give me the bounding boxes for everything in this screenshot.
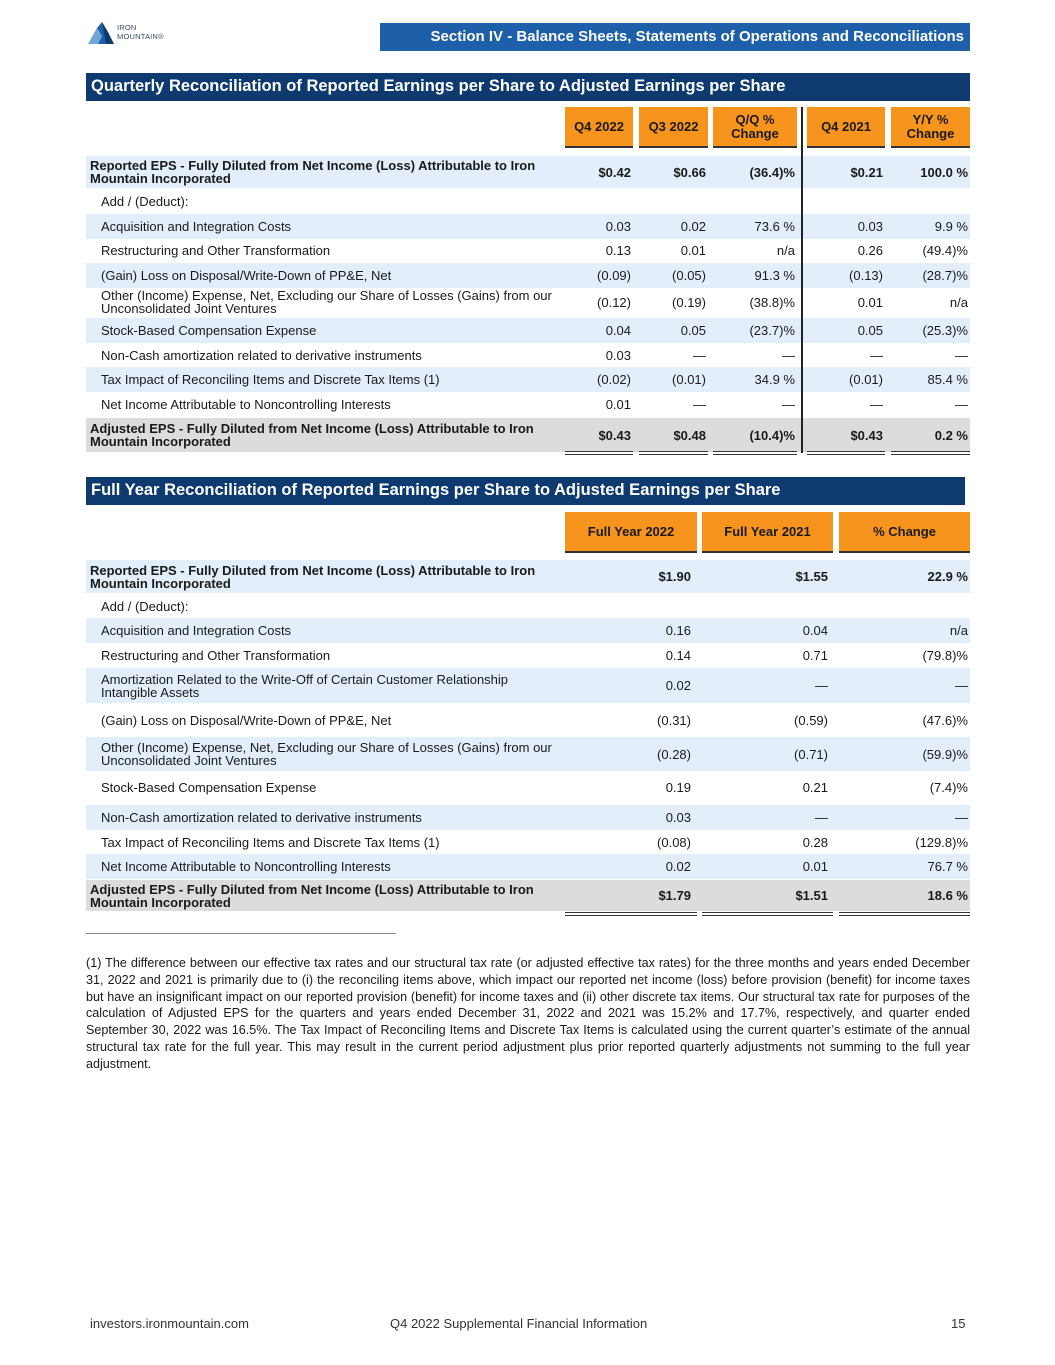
row-value: (49.4)% <box>922 243 968 258</box>
row-value: 0.01 <box>857 294 883 310</box>
row-value: — <box>955 348 968 363</box>
row-value: (0.02) <box>597 372 631 387</box>
row-value: (25.3)% <box>922 323 968 338</box>
q-col-header-yy-change: Y/Y % Change <box>891 107 970 148</box>
row-label: (Gain) Loss on Disposal/Write-Down of PP&E, Net <box>101 712 392 728</box>
row-value: 0.26 <box>857 243 883 258</box>
row-value: (59.9)% <box>922 746 968 762</box>
row-value: (23.7)% <box>749 323 795 338</box>
double-underline <box>839 912 970 916</box>
row-label: Restructuring and Other Transformation <box>101 648 331 663</box>
row-value: — <box>815 810 828 825</box>
row-value: 0.04 <box>802 623 828 638</box>
double-underline <box>891 451 970 455</box>
quarterly-row <box>86 263 970 288</box>
row-value: (0.13) <box>849 268 883 283</box>
row-value: (0.19) <box>672 294 706 310</box>
fy-col-header-change: % Change <box>839 512 970 553</box>
row-value: $0.66 <box>673 164 706 180</box>
q-column-divider <box>801 107 803 453</box>
quarterly-row <box>86 367 970 392</box>
section-banner: Section IV - Balance Sheets, Statements of Operations and Reconciliations <box>380 23 970 51</box>
row-value: (0.08) <box>657 834 691 850</box>
row-value: (0.59) <box>794 712 828 728</box>
row-value: n/a <box>949 294 968 310</box>
full_year-row <box>86 560 970 593</box>
row-value: 0.01 <box>605 397 631 412</box>
full_year-row <box>86 830 970 854</box>
row-value: 0.13 <box>605 243 631 258</box>
row-label: Acquisition and Integration Costs <box>101 623 292 638</box>
row-value: 0.28 <box>802 834 828 850</box>
row-value: 0.05 <box>680 323 706 338</box>
row-label: Add / (Deduct): <box>101 194 189 209</box>
row-label: Other (Income) Expense, Net, Excluding our Share of Losses (Gains) from our Unconsolidated Joint Ventures <box>101 288 552 316</box>
footer-website: investors.ironmountain.com <box>90 1316 249 1331</box>
row-value: (28.7)% <box>922 268 968 283</box>
row-value: — <box>693 397 706 412</box>
row-value: 91.3 % <box>754 268 795 283</box>
row-label: Reported EPS - Fully Diluted from Net Income (Loss) Attributable to Iron Mountain Incorporated <box>90 158 536 186</box>
row-value: 0.03 <box>857 219 883 234</box>
footnote: (1) The difference between our effective tax rates and our structural tax rate (or adjusted effective tax rates) for the three months and years ended December 31, 2022 and 2021 is primarily due to (i) the reconciling items above, which impact our reported net income (loss) before provision (benefit) for income taxes but have an insignificant impact on our reported provision (benefit) for income taxes and (ii) other discrete tax items. Our structural tax rate for purposes of the calculation of Adjusted EPS for the quarters and years ended December 31, 2022 and 2021 was 15.2% and 17.7%, respectively, and quarter ended September 30, 2022 was 16.5%. The Tax Impact of Reconciling Items and Discrete Tax Items is calculated using the current quarter’s estimate of the annual structural tax rate for the full year. This may result in the current period adjustment plus prior reported quarterly adjustments not summing to the full year adjustment. <box>86 956 970 1071</box>
fy-col-header-2022: Full Year 2022 <box>565 512 697 553</box>
full_year-row <box>86 594 970 619</box>
row-value: 0.02 <box>665 859 691 874</box>
row-label: Tax Impact of Reconciling Items and Discrete Tax Items (1) <box>101 834 440 850</box>
row-value: 0.02 <box>665 678 691 693</box>
double-underline <box>702 912 833 916</box>
row-value: n/a <box>776 243 795 258</box>
row-value: 0.14 <box>665 648 691 663</box>
row-label: Other (Income) Expense, Net, Excluding our Share of Losses (Gains) from our Unconsolidated Joint Ventures <box>101 740 552 768</box>
footer-page-number: 15 <box>951 1316 966 1331</box>
row-value: 0.16 <box>665 623 691 638</box>
row-value: (79.8)% <box>922 648 968 663</box>
row-value: $0.43 <box>850 427 883 443</box>
q-col-header-qq-change: Q/Q % Change <box>713 107 797 148</box>
row-value: 0.04 <box>605 323 631 338</box>
full_year-row <box>86 668 970 703</box>
quarterly-row <box>86 214 970 239</box>
row-value: 0.01 <box>802 859 828 874</box>
row-value: — <box>955 397 968 412</box>
q-col-header-q3-2022: Q3 2022 <box>639 107 708 148</box>
row-value: 100.0 % <box>920 164 968 180</box>
row-value: (0.31) <box>657 712 691 728</box>
row-label: Stock-Based Compensation Expense <box>101 780 317 795</box>
row-value: 0.03 <box>605 219 631 234</box>
row-value: (0.05) <box>672 268 706 283</box>
row-value: — <box>955 678 968 693</box>
row-value: — <box>782 397 795 412</box>
row-label: (Gain) Loss on Disposal/Write-Down of PP&E, Net <box>101 268 392 283</box>
row-value: $0.42 <box>598 164 631 180</box>
row-value: 0.2 % <box>934 427 968 443</box>
row-value: (0.01) <box>849 372 883 387</box>
row-value: 0.03 <box>665 810 691 825</box>
row-value: — <box>693 348 706 363</box>
row-value: 76.7 % <box>927 859 968 874</box>
row-value: 0.71 <box>802 648 828 663</box>
full_year-row <box>86 643 970 668</box>
row-value: $1.51 <box>795 888 828 903</box>
double-underline <box>713 451 797 455</box>
row-value: (129.8)% <box>915 834 968 850</box>
row-value: $1.55 <box>795 569 828 584</box>
quarterly-row <box>86 418 970 452</box>
row-value: 9.9 % <box>934 219 968 234</box>
row-value: 34.9 % <box>754 372 795 387</box>
row-value: 0.05 <box>857 323 883 338</box>
double-underline <box>565 451 633 455</box>
row-value: (38.8)% <box>749 294 795 310</box>
row-label: Adjusted EPS - Fully Diluted from Net Income (Loss) Attributable to Iron Mountain Incorporated <box>90 881 534 910</box>
footnote-separator <box>86 933 396 934</box>
row-value: (0.01) <box>672 372 706 387</box>
double-underline <box>807 451 885 455</box>
row-value: — <box>955 810 968 825</box>
full_year-row <box>86 704 970 736</box>
row-value: (0.71) <box>794 746 828 762</box>
row-value: $1.90 <box>658 569 691 584</box>
quarterly-row <box>86 343 970 368</box>
row-value: — <box>782 348 795 363</box>
row-value: 22.9 % <box>927 569 968 584</box>
full_year-row <box>86 771 970 804</box>
row-label: Amortization Related to the Write-Off of Certain Customer Relationship Intangible Assets <box>101 671 509 700</box>
row-value: (0.09) <box>597 268 631 283</box>
row-value: (10.4)% <box>749 427 795 443</box>
row-value: (0.28) <box>657 746 691 762</box>
q-col-header-q4-2022: Q4 2022 <box>565 107 633 148</box>
row-label: Tax Impact of Reconciling Items and Discrete Tax Items (1) <box>101 372 440 387</box>
row-value: $0.48 <box>673 427 706 443</box>
row-value: (0.12) <box>597 294 631 310</box>
row-label: Stock-Based Compensation Expense <box>101 323 317 338</box>
logo-wordmark: IRON MOUNTAIN® <box>117 23 164 41</box>
row-value: 0.01 <box>680 243 706 258</box>
row-value: — <box>815 678 828 693</box>
full_year-row <box>86 854 970 879</box>
row-value: — <box>870 348 883 363</box>
row-value: 0.03 <box>605 348 631 363</box>
quarterly-table-title: Quarterly Reconciliation of Reported Earnings per Share to Adjusted Earnings per Share <box>86 73 970 101</box>
row-value: n/a <box>949 623 968 638</box>
double-underline <box>639 451 708 455</box>
row-label: Reported EPS - Fully Diluted from Net Income (Loss) Attributable to Iron Mountain Incorporated <box>90 562 536 591</box>
row-value: 73.6 % <box>754 219 795 234</box>
quarterly-row <box>86 238 970 263</box>
row-value: — <box>870 397 883 412</box>
row-label: Non-Cash amortization related to derivative instruments <box>101 810 422 825</box>
full-year-table-title: Full Year Reconciliation of Reported Earnings per Share to Adjusted Earnings per Share <box>86 477 965 505</box>
row-value: 0.19 <box>665 780 691 795</box>
row-value: $0.21 <box>850 164 883 180</box>
row-value: $1.79 <box>658 888 691 903</box>
fy-col-header-2021: Full Year 2021 <box>702 512 833 553</box>
row-value: 0.02 <box>680 219 706 234</box>
row-value: (47.6)% <box>922 712 968 728</box>
full_year-row <box>86 805 970 830</box>
row-value: 0.21 <box>802 780 828 795</box>
row-label: Adjusted EPS - Fully Diluted from Net Income (Loss) Attributable to Iron Mountain Incorporated <box>90 421 534 449</box>
full_year-row <box>86 737 970 771</box>
quarterly-row <box>86 287 970 317</box>
double-underline <box>565 912 697 916</box>
q-col-header-q4-2021: Q4 2021 <box>807 107 885 148</box>
row-label: Non-Cash amortization related to derivative instruments <box>101 348 422 363</box>
row-value: $0.43 <box>598 427 631 443</box>
row-label: Restructuring and Other Transformation <box>101 243 331 258</box>
quarterly-row <box>86 318 970 343</box>
footer-doc-title: Q4 2022 Supplemental Financial Information <box>390 1316 648 1331</box>
quarterly-row <box>86 156 970 188</box>
quarterly-row <box>86 189 970 214</box>
row-value: (36.4)% <box>749 164 795 180</box>
quarterly-row <box>86 392 970 417</box>
full_year-row <box>86 618 970 643</box>
row-label: Acquisition and Integration Costs <box>101 219 292 234</box>
row-label: Net Income Attributable to Noncontrolling Interests <box>101 859 391 874</box>
row-value: 85.4 % <box>927 372 968 387</box>
row-label: Add / (Deduct): <box>101 599 189 614</box>
full_year-row <box>86 880 970 911</box>
row-value: 18.6 % <box>927 888 968 903</box>
row-value: (7.4)% <box>929 780 968 795</box>
row-label: Net Income Attributable to Noncontrolling Interests <box>101 397 391 412</box>
